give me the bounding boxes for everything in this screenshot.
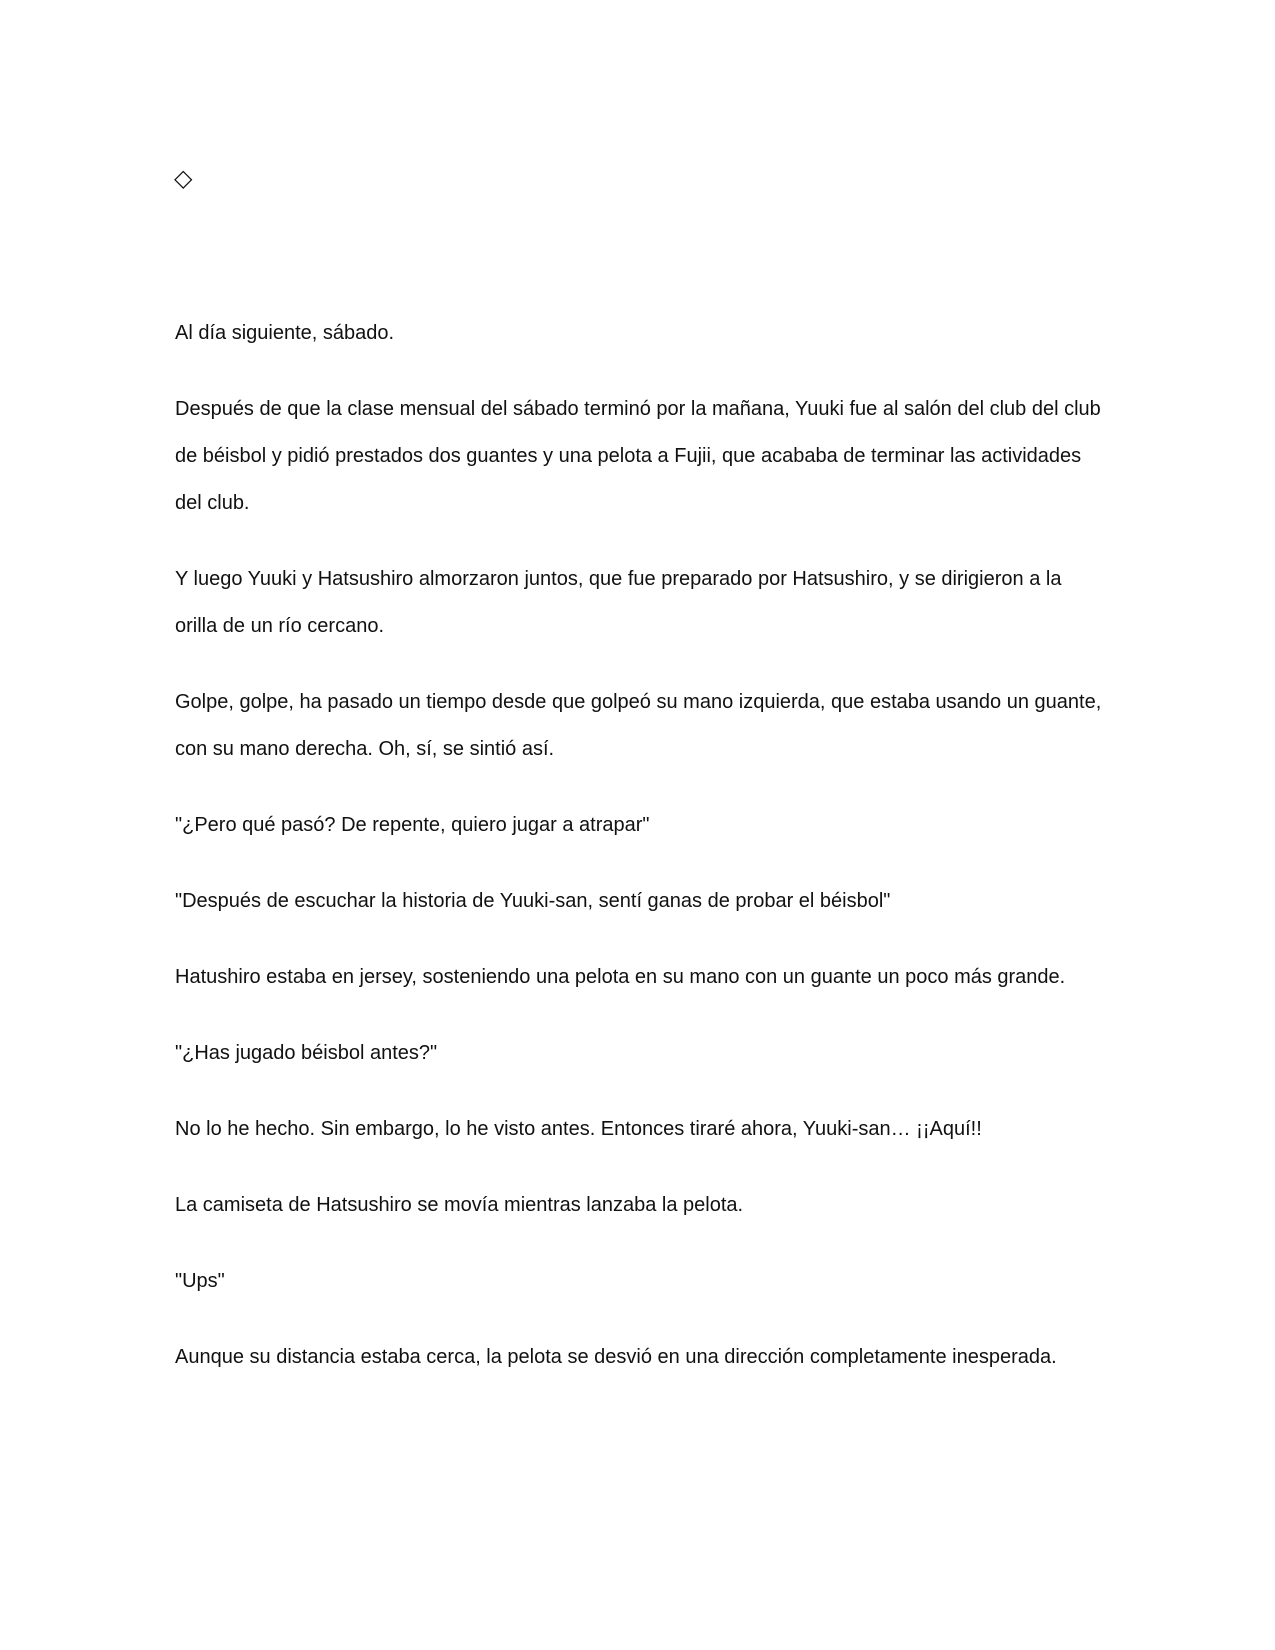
paragraph: "Después de escuchar la historia de Yuuki-san, sentí ganas de probar el béisbol" [175,890,891,912]
paragraph: "Ups" [175,1270,225,1292]
body-text [175,310,1105,1410]
paragraph: Después de que la clase mensual del sábado terminó por la mañana, Yuuki fue al salón del club del club de béisbol y pidió prestados dos guantes y una pelota a Fujii, que acababa de terminar las actividades del club. [175,398,1101,514]
section-separator-diamond: ◇ [174,164,193,192]
paragraph: "¿Has jugado béisbol antes?" [175,1042,438,1064]
paragraph: Y luego Yuuki y Hatsushiro almorzaron juntos, que fue preparado por Hatsushiro, y se dirigieron a la orilla de un río cercano. [175,568,1062,637]
paragraph: "¿Pero qué pasó? De repente, quiero jugar a atrapar" [175,814,650,836]
paragraph: Al día siguiente, sábado. [175,322,395,344]
paragraph: No lo he hecho. Sin embargo, lo he visto antes. Entonces tiraré ahora, Yuuki-san… ¡¡Aquí!! [175,1118,982,1140]
paragraph: Aunque su distancia estaba cerca, la pelota se desvió en una dirección completamente inesperada. [175,1346,1057,1368]
paragraph: La camiseta de Hatsushiro se movía mientras lanzaba la pelota. [175,1194,744,1216]
paragraph: Hatushiro estaba en jersey, sosteniendo una pelota en su mano con un guante un poco más grande. [175,966,1066,988]
paragraph: Golpe, golpe, ha pasado un tiempo desde que golpeó su mano izquierda, que estaba usando un guante, con su mano derecha. Oh, sí, se sintió así. [175,691,1102,760]
